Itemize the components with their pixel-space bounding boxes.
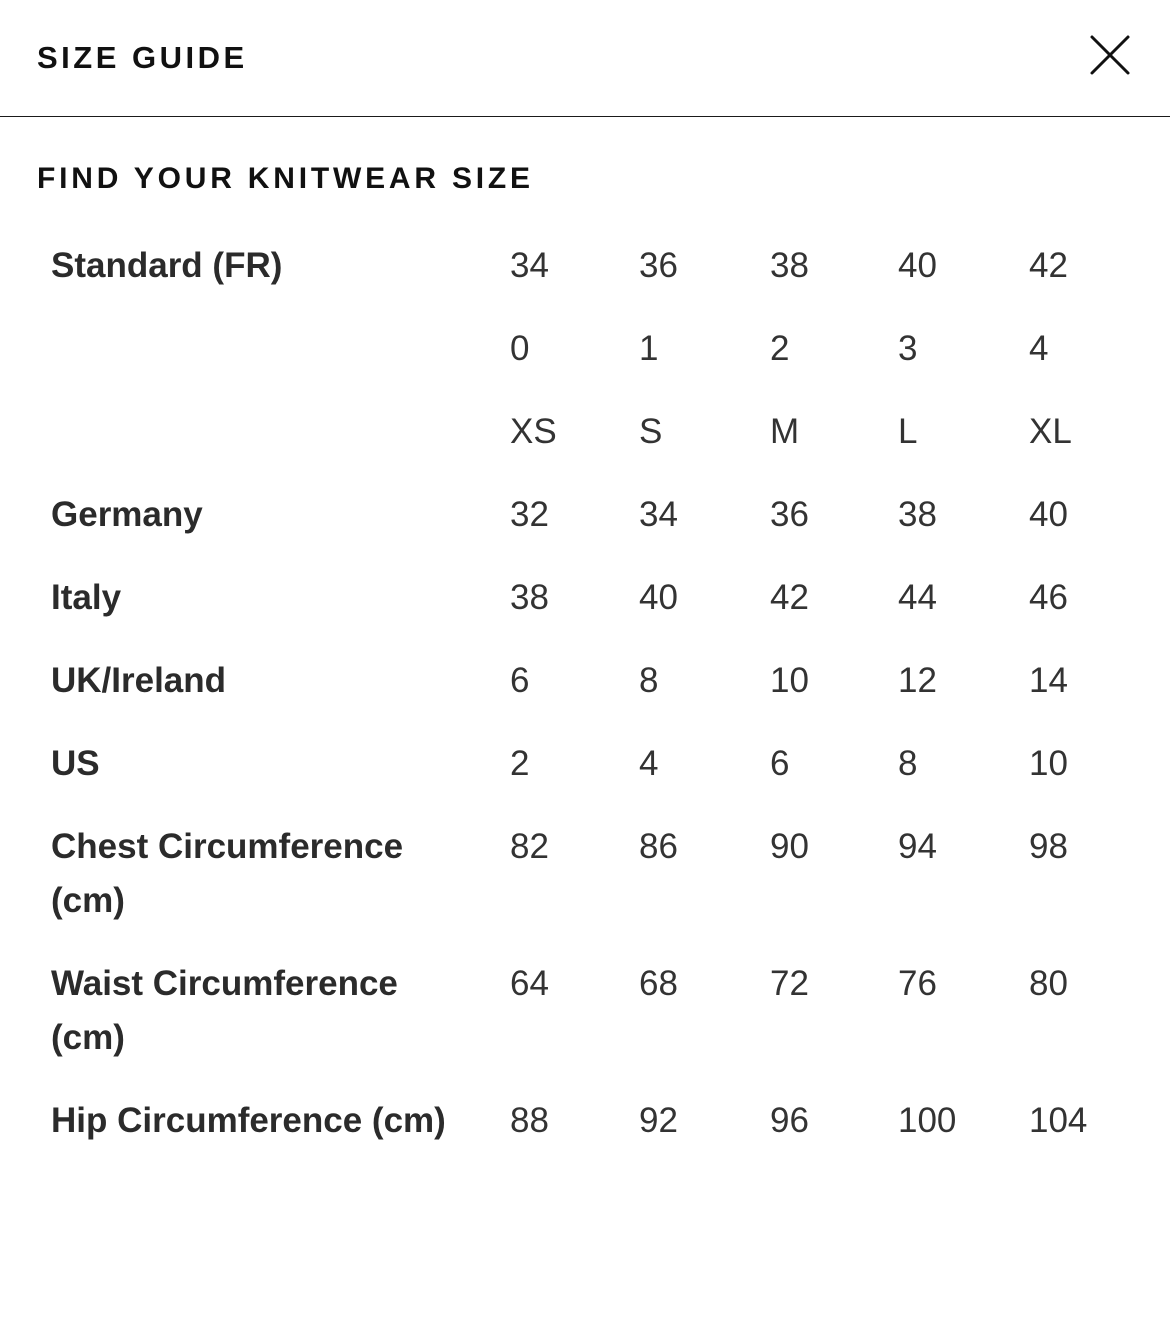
row-label — [40, 564, 510, 647]
table-cell: 82 — [510, 827, 549, 866]
table-cell: 96 — [770, 1101, 809, 1140]
row-label — [40, 950, 510, 1087]
row-label-text: US — [51, 744, 100, 783]
row-label — [40, 730, 510, 813]
row-label — [40, 481, 510, 564]
table-cell: 6 — [770, 744, 790, 783]
table-cell: 98 — [1029, 827, 1068, 866]
table-cell: 40 — [639, 578, 678, 617]
row-label — [40, 647, 510, 730]
table-cell: 14 — [1029, 661, 1068, 700]
size-table-body — [40, 232, 1149, 1170]
table-cell: 46 — [1029, 578, 1068, 617]
table-cell: 72 — [770, 964, 809, 1003]
table-cell: 44 — [898, 578, 937, 617]
table-cell: 38 — [770, 246, 809, 285]
table-row — [40, 647, 1149, 730]
table-cell: M — [770, 412, 800, 451]
row-label — [40, 232, 510, 315]
table-row — [40, 564, 1149, 647]
table-row — [40, 315, 1149, 398]
table-cell: 94 — [898, 827, 937, 866]
table-cell: 34 — [510, 246, 549, 285]
table-cell: 40 — [898, 246, 937, 285]
table-cell: 12 — [898, 661, 937, 700]
section-title: FIND YOUR KNITWEAR SIZE — [37, 162, 534, 195]
table-cell: 38 — [898, 495, 937, 534]
close-icon — [1082, 27, 1138, 83]
table-cell: 2 — [510, 744, 530, 783]
row-label-text: Standard (FR) — [51, 246, 283, 285]
table-cell: 88 — [510, 1101, 549, 1140]
table-cell: 32 — [510, 495, 549, 534]
table-cell: 64 — [510, 964, 549, 1003]
table-cell: 40 — [1029, 495, 1068, 534]
table-cell: 8 — [898, 744, 918, 783]
modal-header — [0, 0, 1170, 117]
table-cell: 38 — [510, 578, 549, 617]
table-cell: XS — [510, 412, 557, 451]
table-cell: 3 — [898, 329, 918, 368]
table-cell: 34 — [639, 495, 678, 534]
row-label-text: Chest Circumference (cm) — [51, 827, 404, 920]
table-cell: 1 — [639, 329, 659, 368]
table-cell: 4 — [639, 744, 659, 783]
modal-title: SIZE GUIDE — [37, 40, 248, 75]
table-cell: 90 — [770, 827, 809, 866]
table-cell: S — [639, 412, 663, 451]
table-row — [40, 398, 1149, 481]
table-cell: 80 — [1029, 964, 1068, 1003]
table-row — [40, 950, 1149, 1087]
size-table — [40, 232, 1149, 1170]
row-label-text: Germany — [51, 495, 203, 534]
row-label-text: Italy — [51, 578, 122, 617]
table-cell: 10 — [1029, 744, 1068, 783]
close-button[interactable] — [1082, 27, 1138, 83]
table-row — [40, 813, 1149, 950]
table-row — [40, 730, 1149, 813]
table-row — [40, 232, 1149, 315]
table-cell: 8 — [639, 661, 659, 700]
table-cell: 42 — [1029, 246, 1068, 285]
row-label — [40, 1087, 510, 1170]
row-label — [40, 398, 510, 481]
table-cell: 36 — [770, 495, 809, 534]
row-label-text: Waist Circumference (cm) — [51, 964, 398, 1057]
table-cell: XL — [1029, 412, 1072, 451]
table-cell: 4 — [1029, 329, 1049, 368]
table-cell: 76 — [898, 964, 937, 1003]
table-cell: 86 — [639, 827, 678, 866]
table-cell: 42 — [770, 578, 809, 617]
table-cell: 0 — [510, 329, 530, 368]
table-cell: 6 — [510, 661, 530, 700]
row-label — [40, 315, 510, 398]
table-row — [40, 481, 1149, 564]
table-row — [40, 1087, 1149, 1170]
row-label — [40, 813, 510, 950]
table-cell: 68 — [639, 964, 678, 1003]
table-cell: L — [898, 412, 918, 451]
table-cell: 10 — [770, 661, 809, 700]
table-cell: 100 — [898, 1101, 957, 1140]
row-label-text: UK/Ireland — [51, 661, 227, 700]
table-cell: 2 — [770, 329, 790, 368]
table-cell: 104 — [1029, 1101, 1088, 1140]
table-cell: 92 — [639, 1101, 678, 1140]
table-cell: 36 — [639, 246, 678, 285]
row-label-text: Hip Circumference (cm) — [51, 1101, 446, 1140]
